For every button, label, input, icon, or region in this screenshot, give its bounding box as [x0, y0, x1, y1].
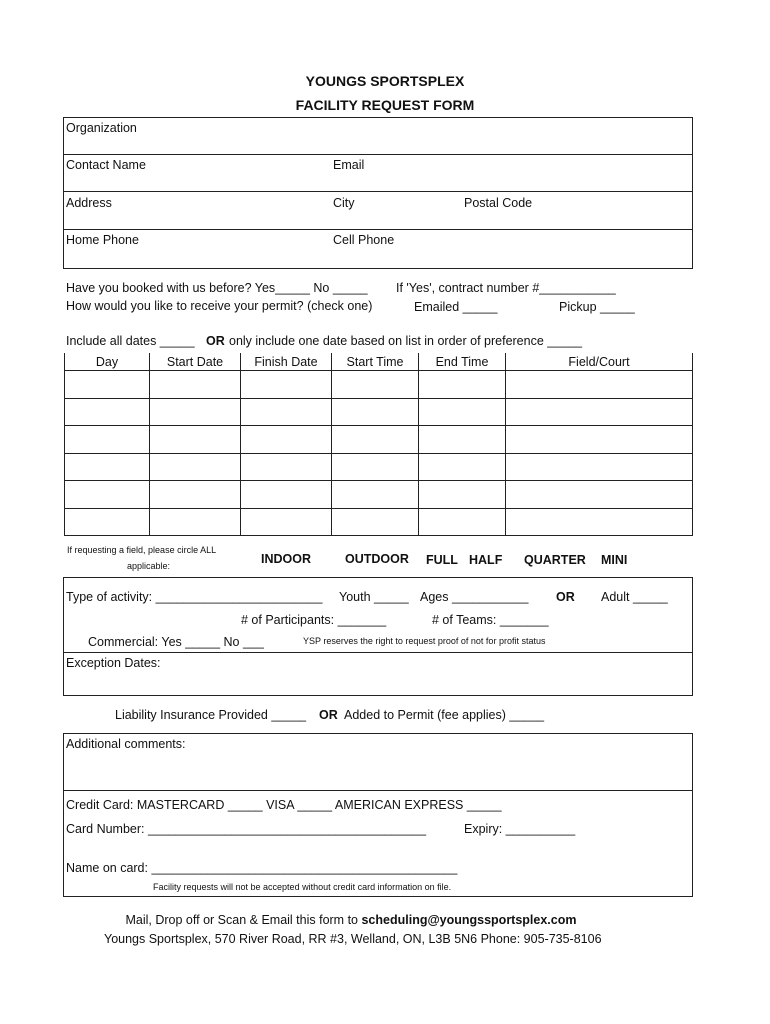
table-header-row: [65, 353, 693, 371]
include-all-dates-option[interactable]: Include all dates _____: [66, 334, 195, 348]
indoor-option[interactable]: INDOOR: [261, 552, 311, 566]
footer-mail-line: [0, 913, 702, 927]
table-row: [65, 453, 693, 481]
divider: [63, 790, 693, 791]
activity-type-field[interactable]: Type of activity: ________________________: [66, 590, 323, 604]
footer-address-line: Youngs Sportsplex, 570 River Road, RR #3, Welland, ON, L3B 5N6 Phone: 905-735-8106: [104, 932, 602, 946]
divider: [63, 652, 693, 653]
table-cell[interactable]: [241, 481, 332, 509]
one-date-option[interactable]: only include one date based on list in order of preference _____: [229, 334, 583, 348]
mini-option[interactable]: MINI: [601, 553, 628, 567]
insurance-provided-option[interactable]: Liability Insurance Provided _____: [115, 708, 307, 722]
table-cell[interactable]: [332, 508, 419, 536]
ysp-note: YSP reserves the right to request proof of not for profit status: [303, 636, 546, 646]
column-header: Field/Court: [506, 353, 693, 371]
column-header: Day: [65, 353, 150, 371]
activity-or-label: OR: [556, 590, 575, 604]
half-option[interactable]: HALF: [469, 553, 503, 567]
insurance-or-label: OR: [319, 708, 338, 722]
table-cell[interactable]: [506, 398, 693, 426]
table-cell[interactable]: [150, 453, 241, 481]
table-row: [65, 508, 693, 536]
table-cell[interactable]: [241, 426, 332, 454]
credit-card-options[interactable]: Credit Card: MASTERCARD _____ VISA _____ AMERICAN EXPRESS _____: [66, 798, 502, 812]
table-cell[interactable]: [419, 481, 506, 509]
name-on-card-field[interactable]: Name on card: ____________________________________________: [66, 861, 458, 875]
city-field[interactable]: City: [333, 196, 355, 210]
dates-or-label: OR: [206, 334, 225, 348]
table-cell[interactable]: [332, 481, 419, 509]
emailed-option[interactable]: Emailed _____: [414, 300, 498, 314]
schedule-table: [64, 353, 693, 536]
table-cell[interactable]: [150, 508, 241, 536]
table-cell[interactable]: [419, 426, 506, 454]
column-header: End Time: [419, 353, 506, 371]
form-title-line1: YOUNGS SPORTSPLEX: [305, 73, 465, 89]
teams-field[interactable]: # of Teams: _______: [432, 613, 549, 627]
cell-phone-field[interactable]: Cell Phone: [333, 233, 395, 247]
table-cell[interactable]: [150, 371, 241, 399]
table-cell[interactable]: [506, 481, 693, 509]
credit-card-note: Facility requests will not be accepted without credit card information on file.: [153, 882, 452, 892]
exception-dates-field[interactable]: Exception Dates:: [66, 656, 161, 670]
table-cell[interactable]: [65, 398, 150, 426]
youth-option[interactable]: Youth _____: [339, 590, 409, 604]
quarter-option[interactable]: QUARTER: [524, 553, 586, 567]
table-cell[interactable]: [419, 398, 506, 426]
booked-before-question[interactable]: Have you booked with us before? Yes_____ No _____: [66, 281, 368, 295]
table-cell[interactable]: [506, 508, 693, 536]
table-cell[interactable]: [65, 371, 150, 399]
table-cell[interactable]: [332, 398, 419, 426]
table-cell[interactable]: [419, 508, 506, 536]
added-to-permit-option[interactable]: Added to Permit (fee applies) _____: [344, 708, 545, 722]
field-note-line2: applicable:: [127, 561, 171, 571]
adult-option[interactable]: Adult _____: [601, 590, 668, 604]
divider: [63, 191, 693, 192]
table-row: [65, 426, 693, 454]
organization-field[interactable]: Organization: [66, 121, 137, 135]
column-header: Start Time: [332, 353, 419, 371]
table-row: [65, 371, 693, 399]
footer-mail-text: Mail, Drop off or Scan & Email this form to: [125, 913, 358, 927]
expiry-field[interactable]: Expiry: __________: [464, 822, 576, 836]
additional-comments-field[interactable]: Additional comments:: [66, 737, 186, 751]
ages-field[interactable]: Ages ___________: [420, 590, 529, 604]
pickup-option[interactable]: Pickup _____: [559, 300, 635, 314]
full-option[interactable]: FULL: [426, 553, 458, 567]
table-cell[interactable]: [241, 508, 332, 536]
table-cell[interactable]: [332, 371, 419, 399]
table-cell[interactable]: [419, 453, 506, 481]
home-phone-field[interactable]: Home Phone: [66, 233, 139, 247]
column-header: Finish Date: [241, 353, 332, 371]
table-cell[interactable]: [506, 371, 693, 399]
participants-field[interactable]: # of Participants: _______: [241, 613, 387, 627]
table-cell[interactable]: [65, 481, 150, 509]
table-row: [65, 398, 693, 426]
card-number-field[interactable]: Card Number: ________________________________________: [66, 822, 427, 836]
table-cell[interactable]: [241, 371, 332, 399]
table-row: [65, 481, 693, 509]
table-cell[interactable]: [65, 508, 150, 536]
field-note-line1: If requesting a field, please circle ALL: [67, 545, 217, 555]
table-cell[interactable]: [506, 453, 693, 481]
footer-email-link[interactable]: scheduling@youngssportsplex.com: [361, 913, 577, 927]
contract-number-field[interactable]: If 'Yes', contract number #___________: [396, 281, 616, 295]
table-cell[interactable]: [150, 426, 241, 454]
email-field[interactable]: Email: [333, 158, 365, 172]
commercial-question[interactable]: Commercial: Yes _____ No ___: [88, 635, 264, 649]
table-cell[interactable]: [419, 371, 506, 399]
table-cell[interactable]: [332, 426, 419, 454]
table-cell[interactable]: [506, 426, 693, 454]
postal-code-field[interactable]: Postal Code: [464, 196, 533, 210]
form-title-line2: FACILITY REQUEST FORM: [295, 97, 475, 113]
divider: [63, 154, 693, 155]
table-cell[interactable]: [65, 426, 150, 454]
table-cell[interactable]: [150, 398, 241, 426]
table-cell[interactable]: [65, 453, 150, 481]
table-cell[interactable]: [150, 481, 241, 509]
table-cell[interactable]: [241, 398, 332, 426]
divider: [63, 229, 693, 230]
table-cell[interactable]: [241, 453, 332, 481]
contact-name-field[interactable]: Contact Name: [66, 158, 146, 172]
outdoor-option[interactable]: OUTDOOR: [345, 552, 409, 566]
table-cell[interactable]: [332, 453, 419, 481]
column-header: Start Date: [150, 353, 241, 371]
address-field[interactable]: Address: [66, 196, 112, 210]
receive-permit-question: How would you like to receive your permit? (check one): [66, 299, 373, 313]
